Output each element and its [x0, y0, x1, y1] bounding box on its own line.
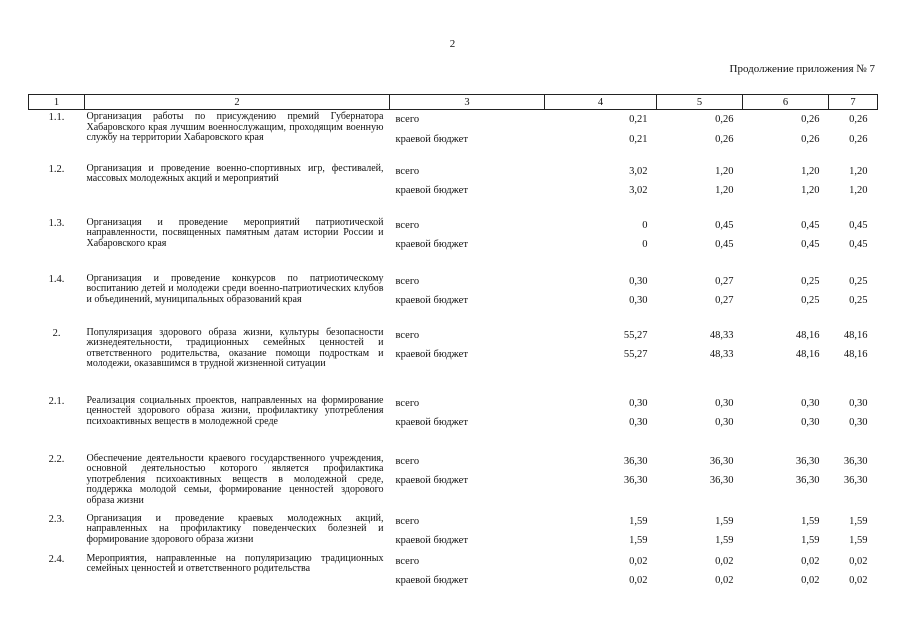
- column-header: 6: [743, 95, 829, 110]
- amount-value: 0,26: [801, 114, 820, 125]
- table-row: [29, 394, 878, 452]
- amount-value: 0,30: [849, 417, 868, 428]
- table-row: [29, 552, 878, 591]
- amount-value: 0,30: [629, 417, 648, 428]
- amount-value: 0,45: [715, 219, 734, 231]
- amount-value: 0,30: [801, 417, 820, 428]
- amount-value: 0,45: [849, 239, 868, 250]
- funding-source: краевой бюджет: [395, 185, 468, 196]
- funding-source: всего: [395, 275, 420, 287]
- page-number: 2: [449, 38, 456, 50]
- row-description: Организация работы по присуждению премий Губернатора Хабаровского края лучшим военнослужащим, проходящим военную службу на территории Хабаровского края: [86, 111, 384, 143]
- table-row: [29, 326, 878, 394]
- value-cell: [829, 394, 878, 452]
- column-header: 2: [85, 95, 390, 110]
- amount-value: 48,16: [795, 329, 820, 341]
- column-header: 5: [657, 95, 743, 110]
- amount-value: 36,30: [843, 475, 868, 486]
- funding-source: всего: [395, 397, 420, 409]
- amount-value: 36,30: [623, 455, 648, 467]
- amount-value: 48,16: [795, 349, 820, 360]
- funding-source: краевой бюджет: [395, 239, 468, 250]
- funding-source-cell: [390, 162, 545, 216]
- amount-value: 0,25: [849, 295, 868, 306]
- amount-value: 3,02: [629, 165, 648, 177]
- amount-value: 0,02: [629, 575, 648, 586]
- amount-value: 0,30: [629, 275, 648, 287]
- value-cell: [829, 512, 878, 552]
- table-row: [29, 216, 878, 272]
- value-cell: [545, 162, 657, 216]
- funding-source: всего: [395, 515, 420, 527]
- value-cell: [657, 394, 743, 452]
- value-cell: [829, 552, 878, 591]
- table-row: [29, 272, 878, 326]
- amount-value: 1,59: [801, 535, 820, 546]
- row-description: Обеспечение деятельности краевого государственного учреждения, основной деятельностью которого является профилактика употребления психоактивных веществ в молодежной среде, поддержка молодой семьи, формирование ценностей здорового образа жизни: [86, 452, 384, 506]
- row-number: 2.: [52, 327, 61, 339]
- funding-source: краевой бюджет: [395, 535, 468, 546]
- amount-value: 0,30: [715, 397, 734, 409]
- amount-value: 0,45: [801, 239, 820, 250]
- amount-value: 0,30: [849, 397, 868, 409]
- amount-value: 0,30: [629, 397, 648, 409]
- value-cell: [657, 326, 743, 394]
- amount-value: 0,02: [629, 555, 648, 567]
- row-number: 2.2.: [48, 453, 65, 465]
- amount-value: 0: [642, 219, 648, 231]
- amount-value: 48,33: [709, 349, 734, 360]
- row-number: 2.1.: [48, 395, 65, 407]
- amount-value: 1,20: [849, 185, 868, 196]
- funding-source-cell: [390, 512, 545, 552]
- amount-value: 36,30: [709, 455, 734, 467]
- value-cell: [829, 452, 878, 512]
- row-number: 1.3.: [48, 217, 65, 229]
- amount-value: 0,30: [629, 295, 648, 306]
- funding-source-cell: [390, 452, 545, 512]
- table-header-row: [29, 95, 878, 110]
- amount-value: 0,27: [715, 275, 734, 287]
- table-row: [29, 110, 878, 162]
- value-cell: [657, 452, 743, 512]
- amount-value: 0,21: [629, 133, 648, 145]
- amount-value: 36,30: [843, 455, 868, 467]
- value-cell: [545, 272, 657, 326]
- amount-value: 0,02: [849, 555, 868, 567]
- row-number: 1.2.: [48, 163, 65, 175]
- budget-table: [28, 94, 878, 591]
- amount-value: 1,59: [849, 515, 868, 527]
- value-cell: [743, 110, 829, 162]
- funding-source: краевой бюджет: [395, 133, 468, 145]
- funding-source: всего: [395, 165, 420, 177]
- funding-source-cell: [390, 110, 545, 162]
- table-row: [29, 162, 878, 216]
- amount-value: 1,59: [629, 535, 648, 546]
- row-description: Организация и проведение краевых молодежных акций, направленных на профилактику поведенческих болезней и формирование здорового образа жизни: [86, 512, 384, 545]
- value-cell: [657, 162, 743, 216]
- row-description: Организация и проведение мероприятий патриотической направленности, посвященных памятным датам истории России и Хабаровского края: [86, 216, 384, 249]
- amount-value: 0,25: [801, 295, 820, 306]
- amount-value: 0,30: [715, 417, 734, 428]
- value-cell: [545, 552, 657, 591]
- row-number: 1.4.: [48, 273, 65, 285]
- amount-value: 1,20: [715, 185, 734, 196]
- amount-value: 36,30: [795, 475, 820, 486]
- row-description: Мероприятия, направленные на популяризацию традиционных семейных ценностей и ответственного родительства: [86, 552, 384, 574]
- value-cell: [829, 216, 878, 272]
- funding-source: краевой бюджет: [395, 575, 468, 586]
- value-cell: [743, 552, 829, 591]
- amount-value: 0,45: [715, 239, 734, 250]
- amount-value: 0,26: [801, 133, 820, 145]
- amount-value: 1,20: [801, 165, 820, 177]
- amount-value: 48,16: [843, 349, 868, 360]
- amount-value: 3,02: [629, 185, 648, 196]
- amount-value: 0,25: [849, 275, 868, 287]
- amount-value: 1,59: [715, 515, 734, 527]
- row-description: Реализация социальных проектов, направленных на формирование ценностей здорового образа жизни, профилактику употребления психоактивных веществ в молодежной среде: [86, 394, 384, 427]
- value-cell: [743, 452, 829, 512]
- table-row: [29, 512, 878, 552]
- row-description: Популяризация здорового образа жизни, культуры безопасности жизнедеятельности, традиционных семейных ценностей и ответственного родительства, оказание помощи подросткам и молодежи, оказавшимся в трудной жизненной ситуации: [86, 326, 384, 369]
- value-cell: [743, 326, 829, 394]
- amount-value: 1,59: [715, 535, 734, 546]
- amount-value: 55,27: [623, 329, 648, 341]
- funding-source: всего: [395, 114, 420, 125]
- funding-source: всего: [395, 329, 420, 341]
- funding-source: всего: [395, 555, 420, 567]
- amount-value: 0,30: [801, 397, 820, 409]
- amount-value: 48,33: [709, 329, 734, 341]
- amount-value: 0,02: [801, 555, 820, 567]
- value-cell: [657, 552, 743, 591]
- amount-value: 1,59: [801, 515, 820, 527]
- value-cell: [545, 452, 657, 512]
- funding-source-cell: [390, 216, 545, 272]
- amount-value: 48,16: [843, 329, 868, 341]
- amount-value: 1,20: [801, 185, 820, 196]
- value-cell: [829, 326, 878, 394]
- amount-value: 1,20: [715, 165, 734, 177]
- value-cell: [545, 326, 657, 394]
- amount-value: 0,45: [849, 219, 868, 231]
- row-number: 2.4.: [48, 553, 65, 565]
- column-header: 7: [829, 95, 878, 110]
- value-cell: [743, 216, 829, 272]
- funding-source: краевой бюджет: [395, 295, 468, 306]
- amount-value: 1,20: [849, 165, 868, 177]
- value-cell: [545, 394, 657, 452]
- continuation-heading: Продолжение приложения № 7: [729, 63, 875, 75]
- row-number: 2.3.: [48, 513, 65, 525]
- value-cell: [829, 162, 878, 216]
- value-cell: [743, 394, 829, 452]
- funding-source: всего: [395, 455, 420, 467]
- value-cell: [545, 512, 657, 552]
- value-cell: [829, 272, 878, 326]
- amount-value: 0,26: [715, 133, 734, 145]
- amount-value: 36,30: [795, 455, 820, 467]
- amount-value: 0,02: [715, 555, 734, 567]
- value-cell: [545, 216, 657, 272]
- amount-value: 36,30: [623, 475, 648, 486]
- value-cell: [657, 272, 743, 326]
- amount-value: 36,30: [709, 475, 734, 486]
- funding-source-cell: [390, 272, 545, 326]
- amount-value: 0,02: [715, 575, 734, 586]
- amount-value: 0,26: [715, 114, 734, 125]
- column-header: 1: [29, 95, 85, 110]
- amount-value: 0,26: [849, 114, 868, 125]
- amount-value: 1,59: [629, 515, 648, 527]
- funding-source: краевой бюджет: [395, 349, 468, 360]
- column-header: 3: [390, 95, 545, 110]
- amount-value: 1,59: [849, 535, 868, 546]
- amount-value: 55,27: [623, 349, 648, 360]
- value-cell: [657, 110, 743, 162]
- amount-value: 0,26: [849, 133, 868, 145]
- funding-source-cell: [390, 326, 545, 394]
- amount-value: 0,02: [801, 575, 820, 586]
- amount-value: 0,27: [715, 295, 734, 306]
- funding-source-cell: [390, 394, 545, 452]
- amount-value: 0,45: [801, 219, 820, 231]
- funding-source: краевой бюджет: [395, 475, 468, 486]
- funding-source-cell: [390, 552, 545, 591]
- value-cell: [743, 512, 829, 552]
- table-row: [29, 452, 878, 512]
- row-number: 1.1.: [48, 112, 65, 123]
- value-cell: [743, 162, 829, 216]
- value-cell: [657, 512, 743, 552]
- funding-source: всего: [395, 219, 420, 231]
- value-cell: [657, 216, 743, 272]
- amount-value: 0,25: [801, 275, 820, 287]
- value-cell: [829, 110, 878, 162]
- row-description: Организация и проведение конкурсов по патриотическому воспитанию детей и молодежи среди военно-патриотических клубов и объединений, муниципальных образований края: [86, 272, 384, 305]
- amount-value: 0,02: [849, 575, 868, 586]
- value-cell: [743, 272, 829, 326]
- row-description: Организация и проведение военно-спортивных игр, фестивалей, массовых молодежных акций и мероприятий: [86, 162, 384, 184]
- column-header: 4: [545, 95, 657, 110]
- amount-value: 0,21: [629, 114, 648, 125]
- value-cell: [545, 110, 657, 162]
- amount-value: 0: [642, 239, 648, 250]
- funding-source: краевой бюджет: [395, 417, 468, 428]
